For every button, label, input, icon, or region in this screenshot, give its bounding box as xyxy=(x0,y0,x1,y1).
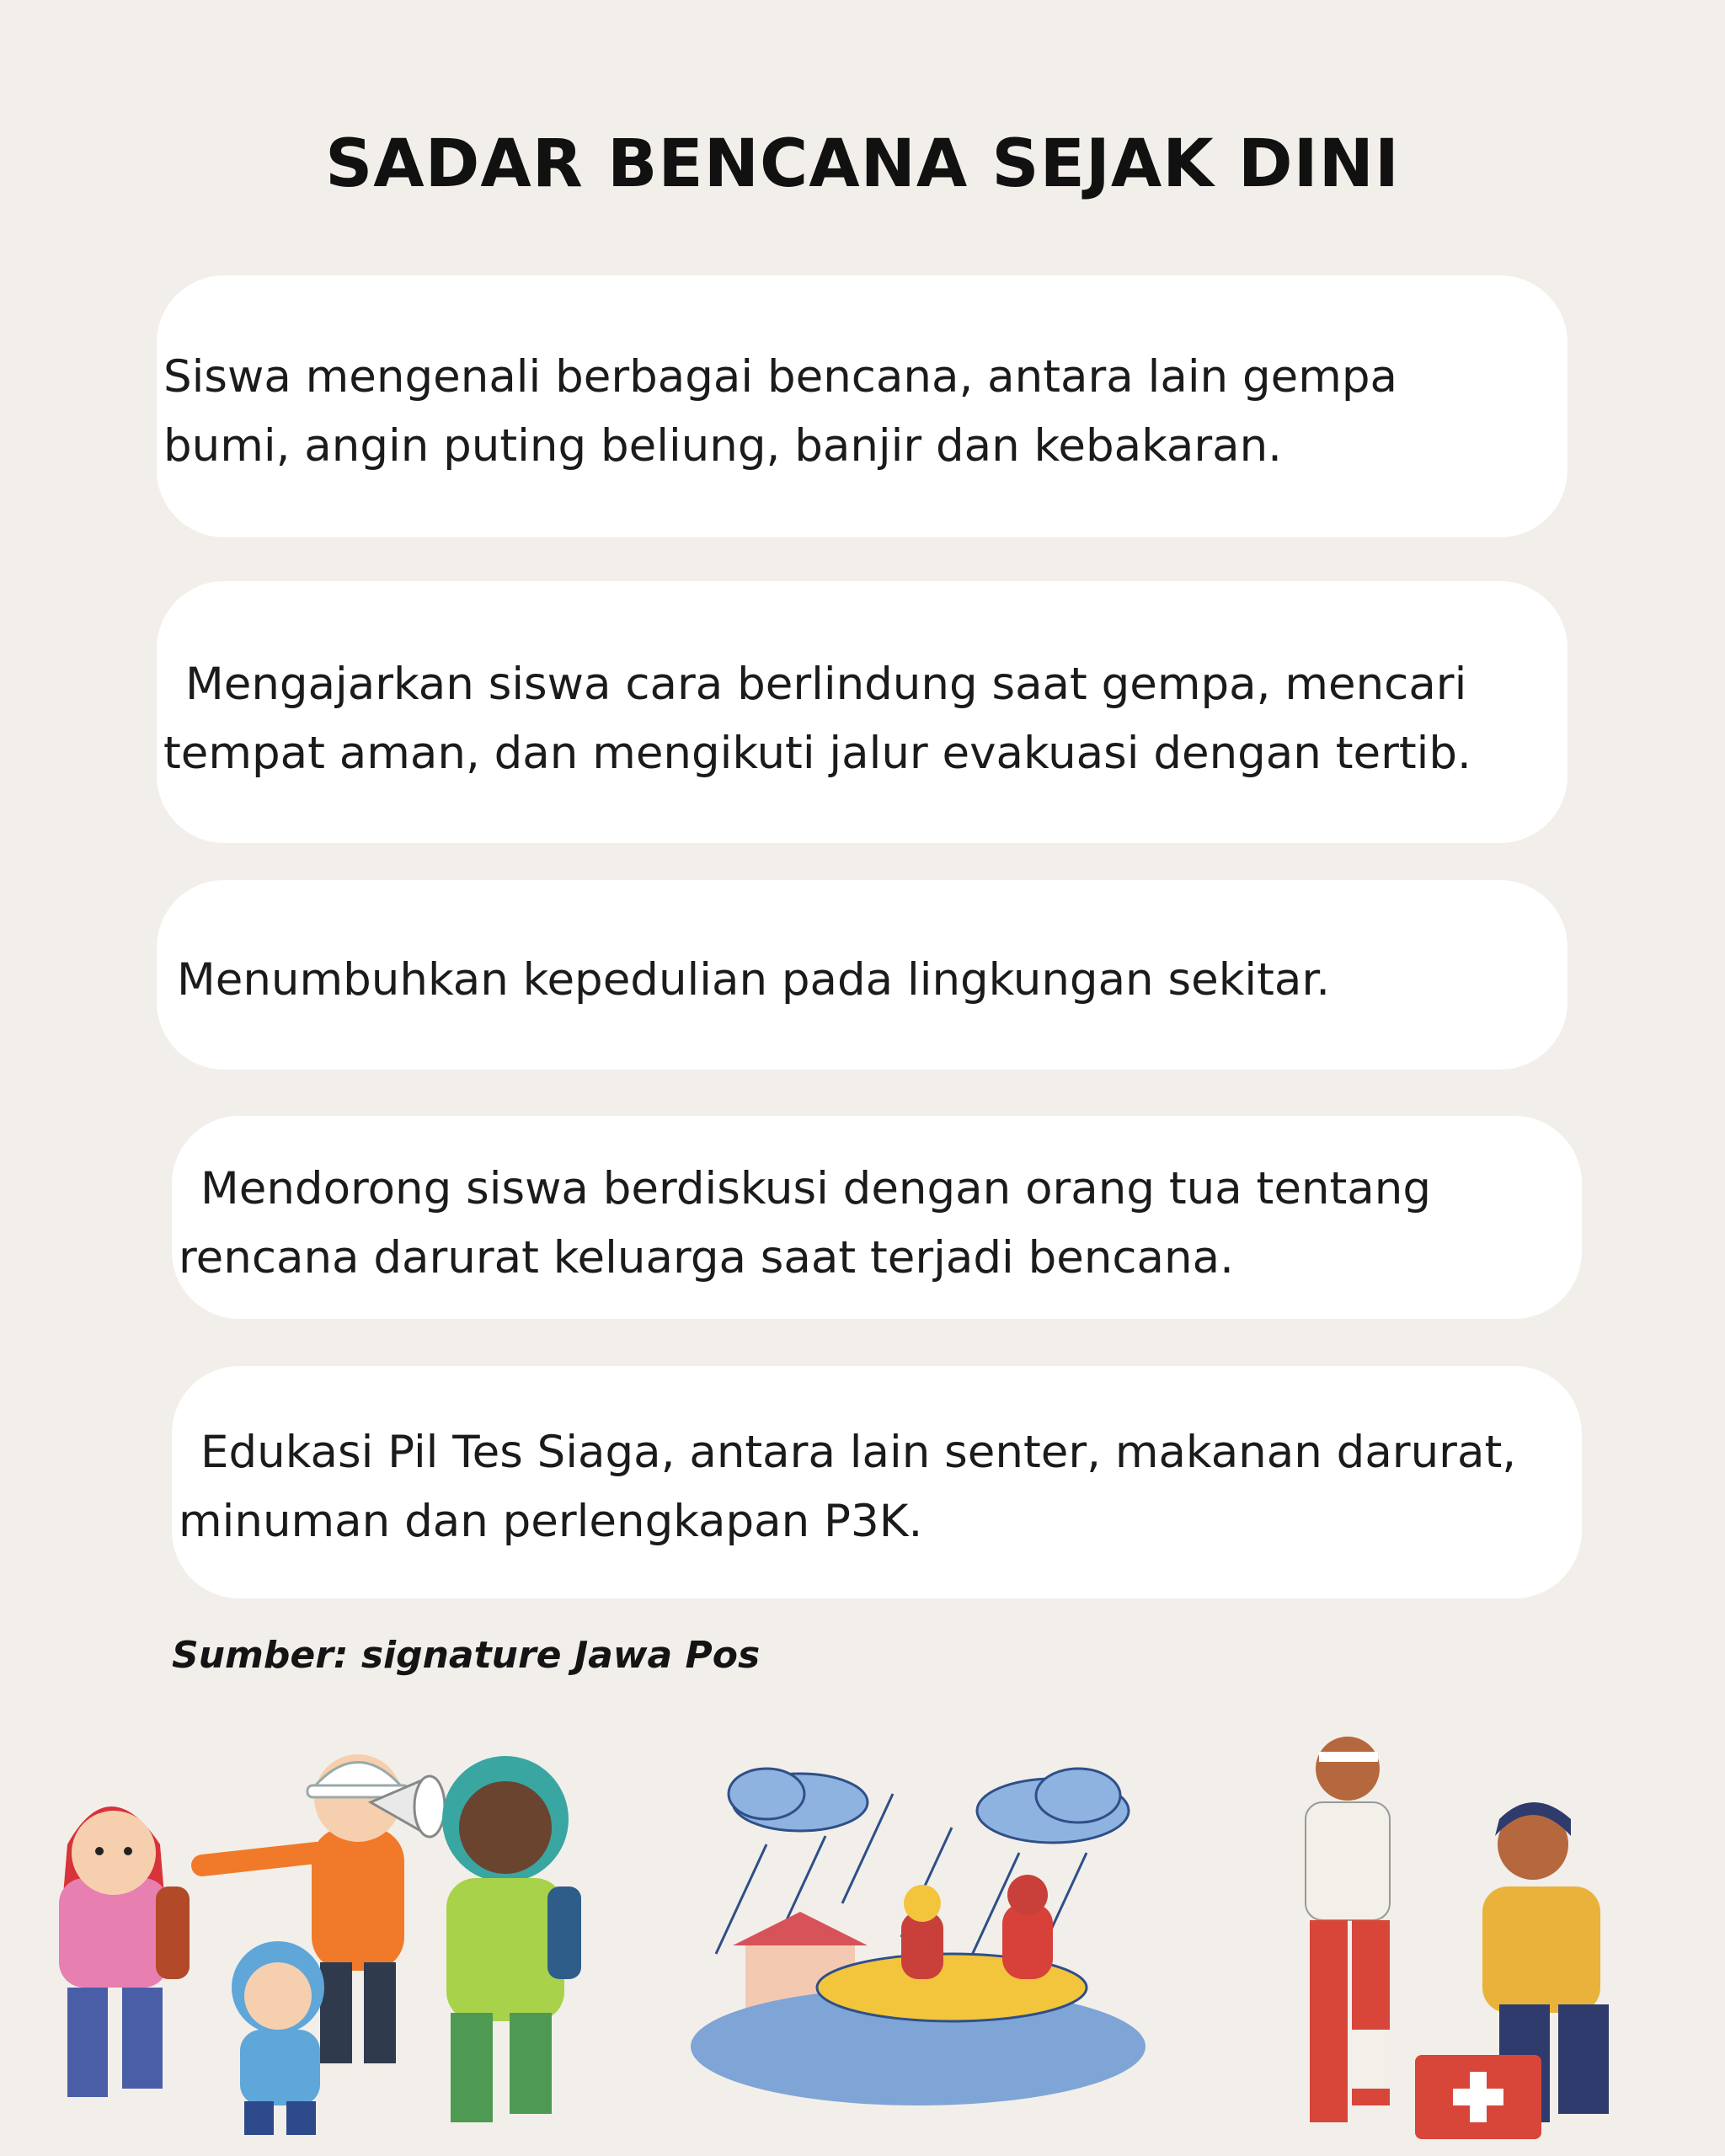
info-card-2-line-2: tempat aman, dan mengikuti jalur evakuasi dengan tertib. xyxy=(163,728,1471,779)
info-card-4-line-1: Mendorong siswa berdiskusi dengan orang tua tentang xyxy=(200,1163,1432,1214)
info-card-1-line-2: bumi, angin puting beliung, banjir dan kebakaran. xyxy=(163,420,1283,472)
first-aid-helper-illustration xyxy=(1247,1718,1718,2148)
evacuation-children-illustration xyxy=(34,1718,640,2139)
first-aid-kit xyxy=(1415,2055,1541,2139)
info-card-1 xyxy=(157,275,1567,537)
girl-red-hood-figure xyxy=(59,1806,190,2097)
rescuer-boy-figure xyxy=(202,1754,445,2063)
info-card-2-line-1: Mengajarkan siswa cara berlindung saat gempa, mencari xyxy=(185,659,1467,710)
injured-man-figure xyxy=(1306,1737,1390,2122)
cloud-left xyxy=(729,1769,868,1831)
info-card-5 xyxy=(172,1366,1582,1598)
info-card-4 xyxy=(172,1116,1582,1319)
rescue-raft xyxy=(817,1875,1087,2021)
small-boy-blue-figure xyxy=(232,1941,324,2135)
info-card-3-line-1: Menumbuhkan kepedulian pada lingkungan sekitar. xyxy=(177,954,1331,1006)
info-card-3 xyxy=(157,880,1567,1070)
info-card-5-line-1: Edukasi Pil Tes Siaga, antara lain senter, makanan darurat, xyxy=(200,1427,1517,1478)
page-title: SADAR BENCANA SEJAK DINI xyxy=(325,126,1400,202)
flood-rescue-boat-illustration xyxy=(682,1760,1154,2114)
boy-teal-hood-figure xyxy=(442,1756,581,2122)
info-card-1-line-1: Siswa mengenali berbagai bencana, antara lain gempa xyxy=(163,351,1397,403)
info-card-4-line-2: rencana darurat keluarga saat terjadi bencana. xyxy=(179,1232,1234,1283)
source-credit: Sumber: signature Jawa Pos xyxy=(172,1634,761,1677)
info-card-2 xyxy=(157,581,1567,843)
cloud-right xyxy=(977,1769,1129,1843)
info-card-5-line-2: minuman dan perlengkapan P3K. xyxy=(179,1496,923,1547)
